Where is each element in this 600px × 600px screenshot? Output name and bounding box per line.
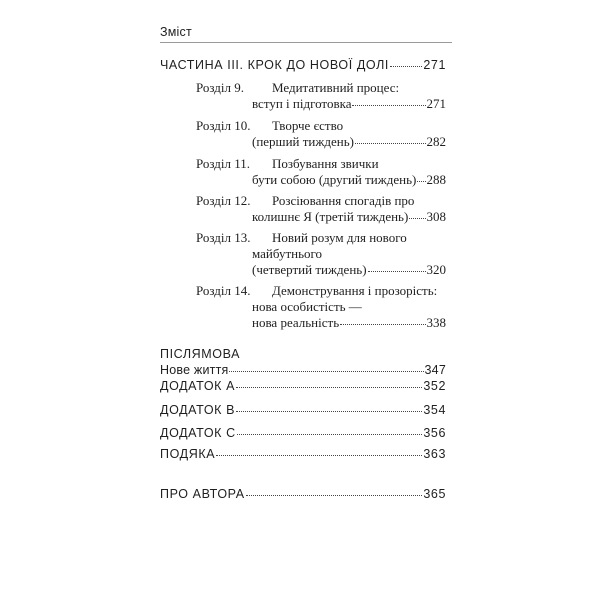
dot-leader xyxy=(340,324,425,325)
dot-leader xyxy=(236,387,422,388)
toc-entry-title: ДОДАТОК С xyxy=(160,426,236,440)
running-header: Зміст xyxy=(160,25,192,39)
dot-leader xyxy=(246,495,423,496)
chapter-title-line: колишнє Я (третій тиждень) xyxy=(252,209,409,224)
dot-leader xyxy=(229,371,423,372)
chapter-title-line: Медитативний процес: xyxy=(272,80,400,95)
toc-entry-appendix-c xyxy=(160,426,446,440)
toc-entry-chapter-11 xyxy=(196,156,446,188)
toc-entry-appendix-b xyxy=(160,403,446,417)
toc-entry-chapter-14 xyxy=(196,283,446,331)
page-number: 347 xyxy=(424,363,446,377)
chapter-title-line: Творче єство xyxy=(272,118,344,133)
page-number: 320 xyxy=(426,262,446,277)
header-rule xyxy=(160,42,452,43)
page-number: 271 xyxy=(423,58,446,72)
page-number: 363 xyxy=(423,447,446,461)
dot-leader xyxy=(368,271,426,272)
chapter-title-line: майбутнього xyxy=(252,246,323,261)
page-number: 356 xyxy=(423,426,446,440)
toc-entry-title: ПРО АВТОРА xyxy=(160,487,245,501)
toc-entry-part3 xyxy=(160,58,446,72)
toc-entry-afterword xyxy=(160,347,446,377)
page-number: 338 xyxy=(426,315,446,330)
chapter-label: Розділ 14. xyxy=(196,283,251,298)
dot-leader xyxy=(355,143,426,144)
toc-entry-acknowledgements xyxy=(160,447,446,461)
dot-leader xyxy=(237,434,423,435)
dot-leader xyxy=(417,181,425,182)
toc-entry-appendix-a xyxy=(160,379,446,393)
toc-entry-about-author xyxy=(160,487,446,501)
chapter-title-line: (перший тиждень) xyxy=(252,134,354,149)
chapter-title-line: Розсіювання спогадів про xyxy=(272,193,415,208)
dot-leader xyxy=(390,66,422,67)
toc-entry-chapter-12 xyxy=(196,193,446,225)
toc-entry-title: ПОДЯКА xyxy=(160,447,216,461)
chapter-label: Розділ 12. xyxy=(196,193,251,208)
dot-leader xyxy=(409,218,425,219)
dot-leader xyxy=(216,455,422,456)
chapter-title-line: Новий розум для нового xyxy=(272,230,407,245)
chapter-title-line: нова реальність xyxy=(252,315,340,330)
toc-entry-title: ПІСЛЯМОВА xyxy=(160,347,241,361)
chapter-label: Розділ 13. xyxy=(196,230,251,245)
dot-leader xyxy=(236,411,422,412)
page-number: 352 xyxy=(423,379,446,393)
chapter-label: Розділ 9. xyxy=(196,80,245,95)
chapter-title-line: (четвертий тиждень) xyxy=(252,262,367,277)
page-number: 282 xyxy=(426,134,446,149)
chapter-title-line: Позбування звички xyxy=(272,156,379,171)
toc-entry-title: ДОДАТОК В xyxy=(160,403,236,417)
page-number: 308 xyxy=(426,209,446,224)
page-number: 271 xyxy=(426,96,446,111)
chapter-title-line: вступ і підготовка xyxy=(252,96,352,111)
page-number: 288 xyxy=(426,172,446,187)
toc-entry-subtitle: Нове життя xyxy=(160,363,229,377)
chapter-title-line: бути собою (другий тиждень) xyxy=(252,172,417,187)
toc-entry-chapter-13 xyxy=(196,230,446,278)
chapter-label: Розділ 11. xyxy=(196,156,251,171)
chapter-label: Розділ 10. xyxy=(196,118,251,133)
page-number: 365 xyxy=(423,487,446,501)
page-number: 354 xyxy=(423,403,446,417)
dot-leader xyxy=(352,105,425,106)
toc-entry-title: ЧАСТИНА ІІІ. КРОК ДО НОВОЇ ДОЛІ xyxy=(160,58,389,72)
toc-entry-chapter-10 xyxy=(196,118,446,150)
toc-entry-title: ДОДАТОК А xyxy=(160,379,236,393)
chapter-title-line: нова особистість — xyxy=(252,299,362,314)
toc-entry-chapter-9 xyxy=(196,80,446,112)
chapter-title-line: Демонстрування і прозорість: xyxy=(272,283,438,298)
